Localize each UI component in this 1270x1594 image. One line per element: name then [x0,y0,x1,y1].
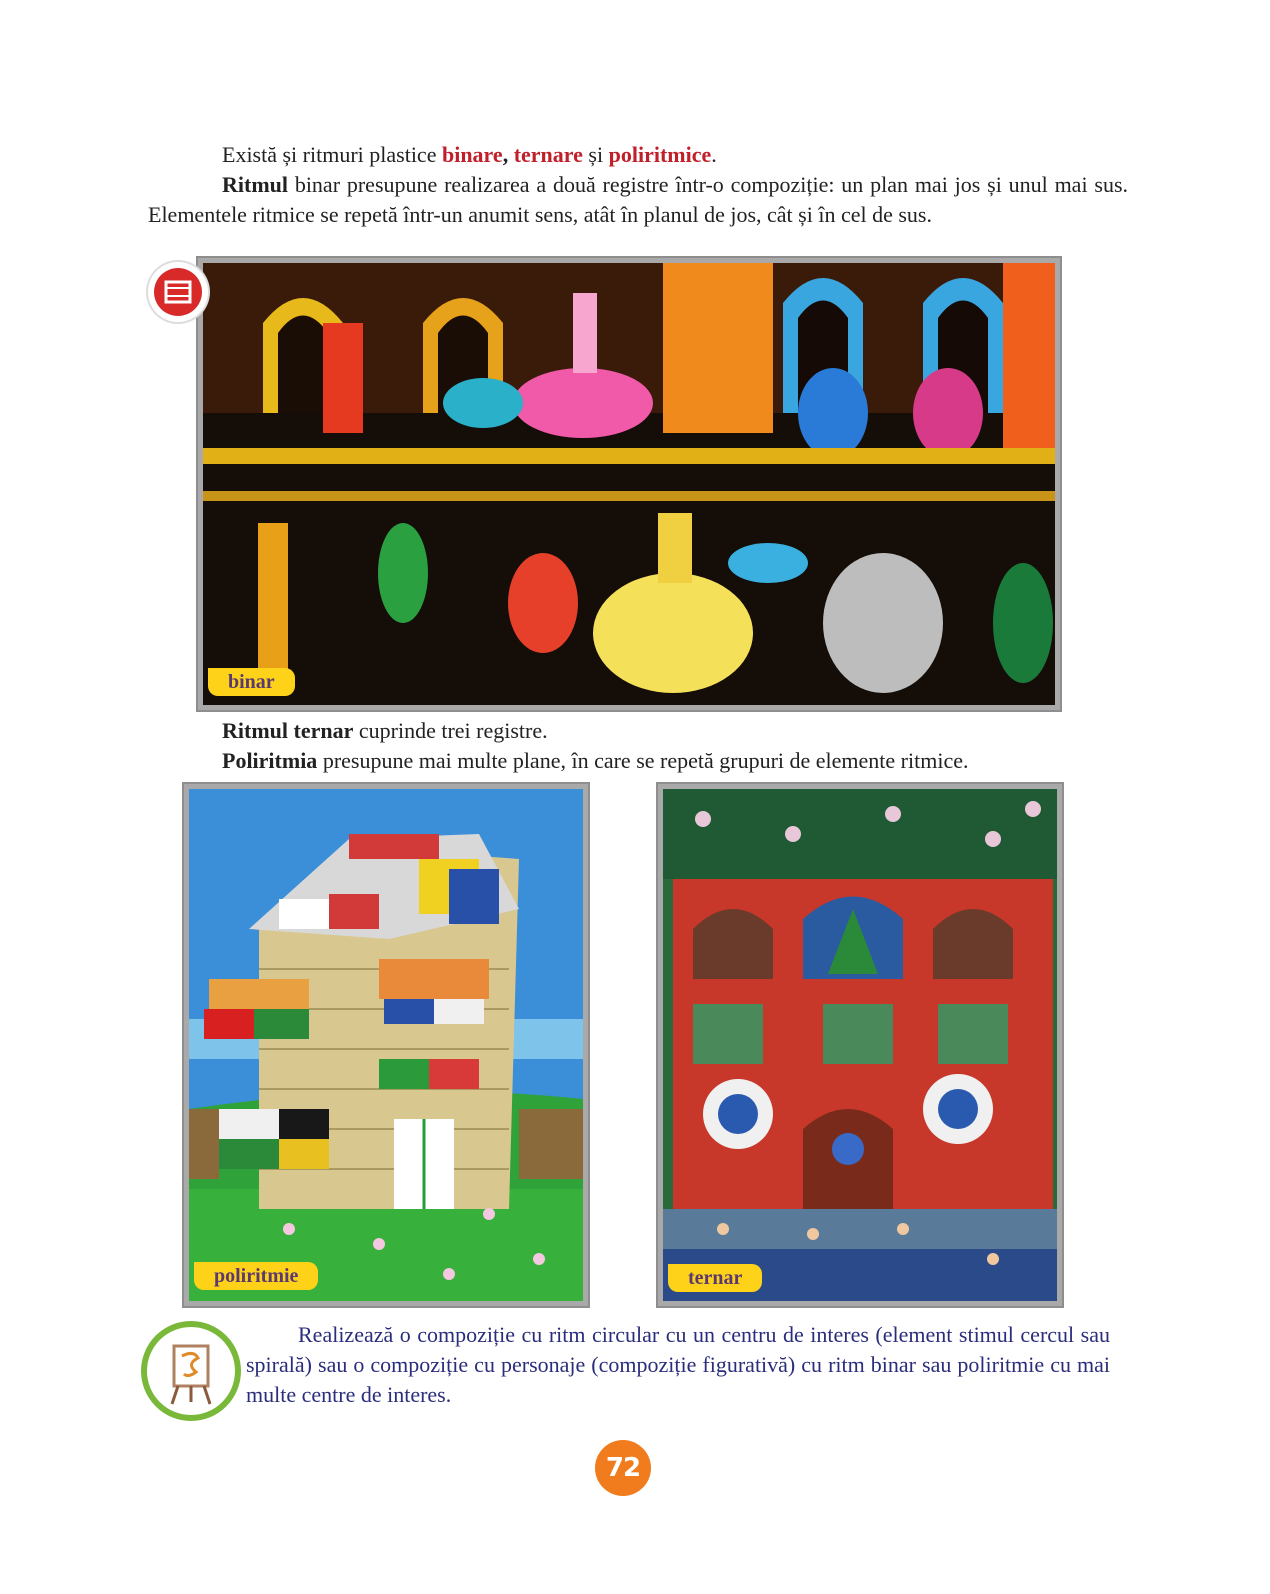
term-ternare: ternare [513,142,583,167]
poliritmie-artwork [189,789,583,1301]
page-number: 72 [595,1440,651,1496]
label-ternar: ternar [668,1264,762,1292]
video-icon[interactable] [148,262,208,322]
intro-sentence: Există și ritmuri plastice binare, ternare și poliritmice. [222,142,717,167]
binar-lead: Ritmul [222,172,288,197]
ternar-artwork [663,789,1057,1301]
binar-paragraph: Ritmul binar presupune realizarea a două registre într-o compoziție: un plan mai jos și unul mai sus. Elementele ritmice se repetă într-un anumit sens, atât în planul de jos, cât și în cel de sus. [148,172,1128,227]
label-binar: binar [208,668,295,696]
term-poliritmice: poliritmice [608,142,712,167]
label-poliritmie: poliritmie [194,1262,318,1290]
task-instruction: Realizează o compoziție cu ritm circular cu un centru de interes (element stimul cercul sau spirală) sau o compoziție cu personaje (compoziție figurativă) cu ritm binar sau poliritmie cu mai multe centre de interes. [246,1322,1110,1407]
figure-ternar [656,782,1064,1308]
figure-binar [196,256,1062,712]
figure-poliritmie [182,782,590,1308]
binar-artwork [203,263,1055,705]
poliritmia-line: Poliritmia presupune mai multe plane, în care se repetă grupuri de elemente ritmice. [222,748,969,773]
term-binare: binare [441,142,503,167]
easel-icon [138,1318,244,1424]
ternar-line: Ritmul ternar cuprinde trei registre. [222,718,548,743]
